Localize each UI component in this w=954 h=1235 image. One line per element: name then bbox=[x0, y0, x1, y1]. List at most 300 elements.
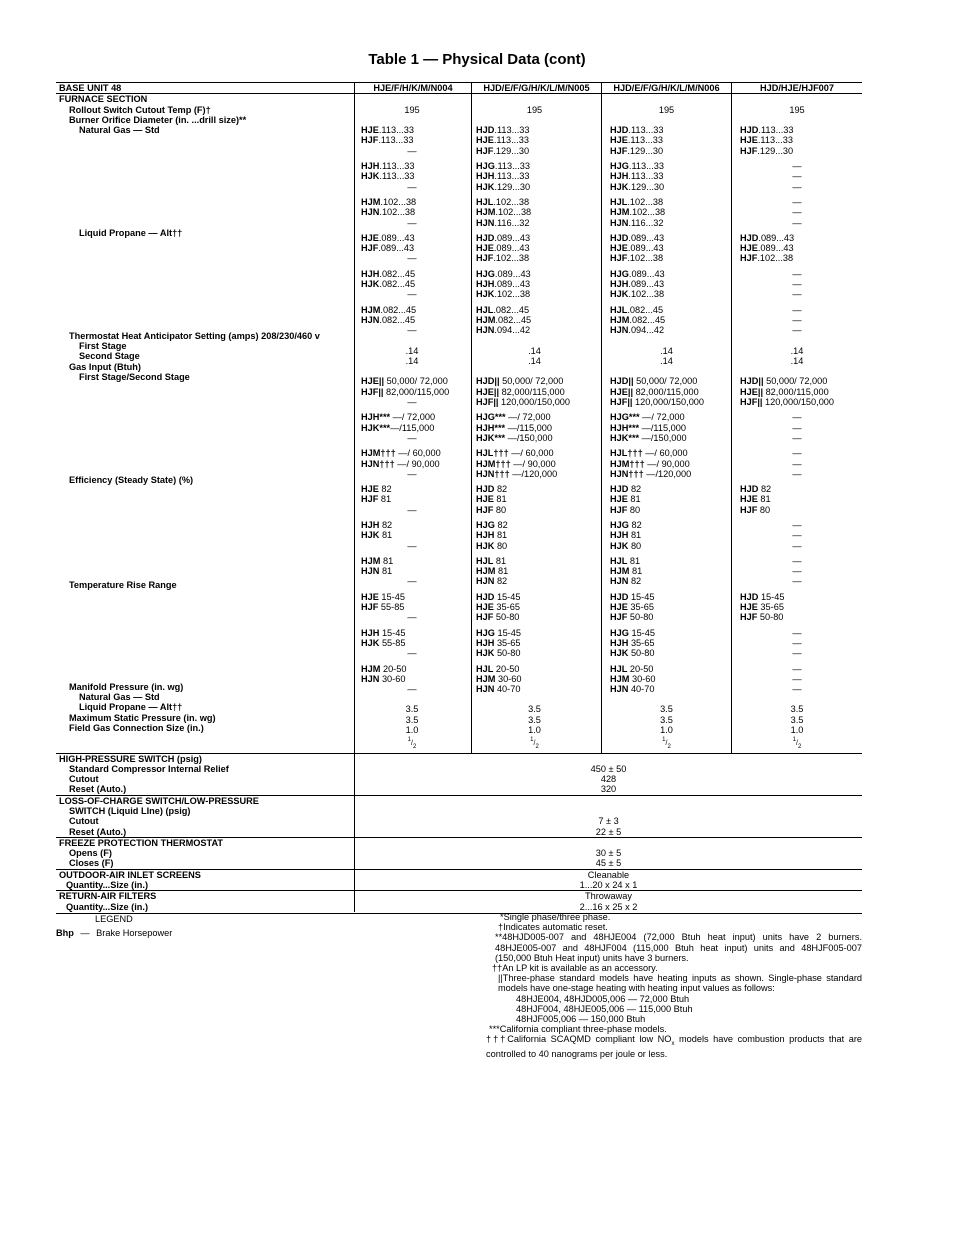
model-spec: 15-45 bbox=[628, 627, 655, 638]
model-spec: 81 bbox=[379, 566, 393, 577]
model-spec: .113...33 bbox=[494, 161, 530, 172]
filters-qty: 2...16 x 25 x 2 bbox=[579, 901, 638, 912]
model-value: — bbox=[407, 145, 417, 156]
model-value bbox=[476, 520, 601, 530]
connection-value: $^1/_2$ bbox=[662, 737, 671, 751]
model-code: HJF bbox=[610, 145, 628, 156]
model-code: HJE|| bbox=[361, 376, 385, 387]
model-value bbox=[610, 566, 731, 576]
fraction-denominator: 2 bbox=[797, 744, 802, 751]
model-code: HJE bbox=[476, 602, 494, 613]
model-spec: 82 bbox=[494, 576, 508, 587]
value-group bbox=[476, 376, 601, 407]
model-value bbox=[610, 638, 731, 648]
model-code: HJE bbox=[610, 494, 628, 505]
loc-switch-label: LOSS-OF-CHARGE SWITCH/LOW-PRESSURE bbox=[59, 795, 259, 806]
header-col-007: HJD/HJE/HJF007 bbox=[731, 83, 862, 93]
model-code: HJH bbox=[361, 268, 380, 279]
model-spec: 81 bbox=[628, 530, 642, 541]
value-group bbox=[476, 628, 601, 659]
value-group bbox=[361, 412, 471, 443]
model-spec: 82 bbox=[378, 484, 392, 495]
model-spec: 20-50 bbox=[380, 663, 407, 674]
value-group bbox=[610, 125, 731, 156]
model-code: HJG bbox=[610, 268, 629, 279]
model-code: HJD bbox=[610, 232, 629, 243]
model-value bbox=[476, 602, 601, 612]
model-code: HJN††† bbox=[476, 468, 510, 479]
value-group bbox=[476, 161, 601, 192]
model-spec: —/115,000 bbox=[390, 422, 435, 433]
value-group bbox=[610, 197, 731, 228]
value-group bbox=[740, 376, 862, 407]
model-value bbox=[476, 541, 601, 551]
model-code: HJG*** bbox=[476, 412, 506, 423]
model-value bbox=[361, 494, 471, 504]
model-code: HJM bbox=[476, 207, 496, 218]
empty-dash: — bbox=[792, 468, 802, 479]
fraction-numerator: 1 bbox=[662, 737, 666, 744]
model-value bbox=[476, 612, 601, 622]
model-code: HJM bbox=[361, 555, 381, 566]
model-code: HJF|| bbox=[361, 386, 384, 397]
value-group bbox=[610, 376, 731, 407]
model-spec: .113...33 bbox=[628, 171, 664, 182]
legend bbox=[56, 912, 172, 940]
model-spec: 81 bbox=[627, 494, 641, 505]
model-value bbox=[610, 648, 731, 658]
model-spec: .102...38 bbox=[757, 253, 794, 264]
model-value bbox=[610, 576, 731, 586]
model-value bbox=[476, 376, 601, 386]
model-value bbox=[476, 161, 601, 171]
model-code: HJK bbox=[476, 648, 495, 659]
value-group bbox=[740, 305, 862, 336]
relief-label: Standard Compressor Internal Relief bbox=[69, 763, 229, 774]
model-spec: .082...45 bbox=[495, 314, 532, 325]
model-spec: .129...30 bbox=[628, 181, 665, 192]
legend-sep: — bbox=[80, 928, 90, 938]
model-code: HJE bbox=[610, 602, 628, 613]
model-value bbox=[361, 243, 471, 253]
model-value bbox=[361, 592, 471, 602]
model-value bbox=[361, 387, 471, 397]
model-value bbox=[476, 233, 601, 243]
model-code: HJF bbox=[740, 612, 758, 623]
model-value bbox=[361, 423, 471, 433]
model-spec: .113...33 bbox=[757, 135, 793, 146]
model-code: HJL bbox=[610, 555, 628, 566]
second-stage-value: .14 bbox=[790, 355, 804, 366]
model-spec: —/ 60,000 bbox=[642, 448, 688, 459]
model-code: HJG bbox=[476, 268, 495, 279]
model-value bbox=[476, 494, 601, 504]
model-value bbox=[476, 397, 601, 407]
model-value bbox=[610, 305, 731, 315]
max-static-value: 1.0 bbox=[790, 725, 804, 736]
legend-def: Brake Horsepower bbox=[96, 928, 173, 938]
model-value bbox=[476, 253, 601, 263]
model-value bbox=[361, 556, 471, 566]
closes-value: 45 ± 5 bbox=[595, 858, 622, 869]
model-spec: 82 bbox=[494, 519, 508, 530]
model-spec: —/ 60,000 bbox=[508, 448, 554, 459]
model-code: HJE|| bbox=[740, 386, 764, 397]
model-code: HJN bbox=[476, 217, 495, 228]
model-spec: .113...33 bbox=[627, 135, 663, 146]
model-code: HJH bbox=[476, 171, 495, 182]
model-spec: .082...45 bbox=[629, 314, 666, 325]
hp-reset-label: Reset (Auto.) bbox=[69, 784, 127, 795]
empty-dash: — bbox=[792, 448, 802, 459]
model-code: HJF bbox=[361, 135, 379, 146]
empty-dash: — bbox=[792, 304, 802, 315]
filters-row bbox=[56, 890, 862, 914]
model-code: HJF bbox=[476, 145, 494, 156]
model-code: HJM††† bbox=[361, 448, 396, 459]
model-value bbox=[476, 135, 601, 145]
first-stage-value: .14 bbox=[528, 345, 541, 356]
model-value bbox=[476, 459, 601, 469]
empty-dash: — bbox=[792, 289, 802, 300]
model-value bbox=[740, 387, 862, 397]
model-spec: 30-60 bbox=[379, 673, 406, 684]
model-spec: 35-65 bbox=[628, 637, 655, 648]
model-value bbox=[476, 576, 601, 586]
header-col-004: HJE/F/H/K/M/N004 bbox=[354, 83, 471, 93]
model-spec: .113...33 bbox=[379, 171, 415, 182]
model-code: HJN bbox=[610, 217, 629, 228]
model-spec: .102...38 bbox=[494, 289, 531, 300]
model-code: HJK bbox=[610, 289, 629, 300]
model-value bbox=[361, 279, 471, 289]
value-group bbox=[361, 448, 471, 479]
model-code: HJH bbox=[610, 637, 629, 648]
rollout-value: 195 bbox=[789, 104, 805, 115]
value-group bbox=[610, 556, 731, 587]
model-value bbox=[361, 664, 471, 674]
loc-reset-label: Reset (Auto.) bbox=[69, 826, 127, 837]
value-group bbox=[361, 520, 471, 551]
model-value bbox=[610, 146, 731, 156]
model-code: HJE bbox=[361, 125, 379, 136]
model-spec: 81 bbox=[494, 530, 508, 541]
value-group bbox=[740, 484, 862, 515]
model-code: HJF bbox=[476, 504, 494, 515]
model-spec: 35-65 bbox=[627, 602, 654, 613]
model-value bbox=[476, 315, 601, 325]
model-code: HJH bbox=[361, 627, 380, 638]
model-spec: 35-65 bbox=[494, 637, 521, 648]
header-col-006: HJD/E/F/G/H/K/L/M/N006 bbox=[601, 83, 731, 93]
manifold-natural-value: 3.5 bbox=[528, 704, 541, 715]
model-value bbox=[361, 520, 471, 530]
col-004 bbox=[354, 94, 471, 752]
model-spec: 81 bbox=[495, 566, 509, 577]
model-value bbox=[476, 448, 601, 458]
header-base-unit: BASE UNIT 48 bbox=[59, 83, 122, 93]
model-code: HJK bbox=[476, 181, 495, 192]
model-spec: 81 bbox=[629, 566, 643, 577]
model-value bbox=[740, 612, 862, 622]
manifold-natural-label: Natural Gas — Std bbox=[79, 692, 160, 703]
empty-dash: — bbox=[792, 648, 802, 659]
model-code: HJM bbox=[610, 207, 630, 218]
manifold-natural-value: 3.5 bbox=[405, 704, 419, 715]
model-spec: 81 bbox=[627, 555, 641, 566]
model-spec: —/ 72,000 bbox=[505, 412, 551, 423]
manifold-propane-value: 3.5 bbox=[405, 714, 419, 725]
loc-switch-label-2: SWITCH (Liquid LIne) (psig) bbox=[69, 806, 191, 816]
model-value bbox=[610, 459, 731, 469]
model-value bbox=[740, 494, 862, 504]
connection-label: Field Gas Connection Size (in.) bbox=[69, 723, 204, 734]
connection-value: $^1/_2$ bbox=[792, 737, 802, 751]
filters-type: Throwaway bbox=[585, 891, 632, 902]
model-value bbox=[361, 135, 471, 145]
model-code: HJH bbox=[476, 279, 495, 290]
model-value bbox=[610, 541, 731, 551]
model-code: HJN bbox=[361, 673, 380, 684]
thermostat-label: Thermostat Heat Anticipator Setting (amps) 208/230/460 v bbox=[69, 330, 320, 341]
empty-dash: — bbox=[792, 279, 802, 290]
value-group bbox=[740, 161, 862, 192]
value-group bbox=[361, 664, 471, 695]
second-stage-label: Second Stage bbox=[79, 351, 140, 362]
model-spec: 40-70 bbox=[494, 684, 521, 695]
model-code: HJE bbox=[610, 135, 628, 146]
value-group bbox=[476, 269, 601, 300]
empty-dash: — bbox=[792, 422, 802, 433]
first-second-stage-label: First Stage/Second Stage bbox=[79, 371, 190, 382]
model-value bbox=[361, 161, 471, 171]
max-static-value: 1.0 bbox=[660, 725, 673, 736]
model-code: HJM bbox=[361, 663, 381, 674]
model-code: HJN††† bbox=[361, 458, 395, 469]
model-spec: .089...43 bbox=[628, 268, 665, 279]
model-code: HJH bbox=[610, 279, 629, 290]
empty-dash: — bbox=[792, 576, 802, 587]
model-code: HJN bbox=[476, 684, 495, 695]
footnote: 48HJF004, 48HJE005,006 — 115,000 Btuh bbox=[516, 1003, 693, 1014]
model-spec: 15-45 bbox=[378, 591, 405, 602]
empty-dash: — bbox=[792, 217, 802, 228]
model-code: HJD|| bbox=[740, 376, 764, 387]
first-stage-label: First Stage bbox=[79, 341, 127, 352]
model-code: HJL bbox=[476, 304, 494, 315]
model-spec: .129...30 bbox=[627, 145, 664, 156]
model-code: HJD bbox=[740, 591, 759, 602]
model-spec: 82 bbox=[628, 484, 642, 495]
model-spec: 20-50 bbox=[493, 663, 520, 674]
model-spec: .082...45 bbox=[379, 314, 416, 325]
model-spec: 20-50 bbox=[627, 663, 654, 674]
empty-dash: — bbox=[792, 412, 802, 423]
model-spec: 82 bbox=[379, 519, 393, 530]
second-stage-value: .14 bbox=[528, 355, 541, 366]
model-value bbox=[740, 592, 862, 602]
model-spec: .102...38 bbox=[495, 207, 532, 218]
model-code: HJM bbox=[476, 314, 496, 325]
model-code: HJG bbox=[476, 627, 495, 638]
model-value bbox=[740, 243, 862, 253]
model-code: HJM bbox=[610, 314, 630, 325]
screens-qty: 1...20 x 24 x 1 bbox=[579, 880, 638, 891]
model-value bbox=[476, 592, 601, 602]
model-code: HJE bbox=[740, 494, 758, 505]
loc-cutout-value: 7 ± 3 bbox=[598, 816, 619, 827]
model-spec: .089...43 bbox=[757, 243, 794, 254]
manifold-label: Manifold Pressure (in. wg) bbox=[69, 681, 184, 692]
model-spec: 82 bbox=[628, 576, 642, 587]
model-code: HJG bbox=[610, 161, 629, 172]
model-code: HJF bbox=[610, 504, 628, 515]
model-value bbox=[610, 433, 731, 443]
legend-entry bbox=[56, 926, 172, 940]
model-value bbox=[476, 556, 601, 566]
model-value bbox=[610, 530, 731, 540]
rollout-label: Rollout Switch Cutout Temp (F)† bbox=[69, 104, 211, 115]
model-code: HJG bbox=[476, 161, 495, 172]
model-value: — bbox=[407, 397, 417, 408]
freeze-label: FREEZE PROTECTION THERMOSTAT bbox=[59, 837, 224, 848]
model-value bbox=[610, 207, 731, 217]
model-code: HJM bbox=[361, 196, 381, 207]
empty-dash: — bbox=[792, 555, 802, 566]
footnote: 48HJE004, 48HJD005,006 — 72,000 Btuh bbox=[516, 993, 690, 1004]
model-value bbox=[740, 135, 862, 145]
model-code: HJN bbox=[361, 566, 380, 577]
value-group bbox=[610, 484, 731, 515]
model-code: HJD bbox=[740, 232, 759, 243]
value-group bbox=[476, 197, 601, 228]
model-value bbox=[361, 638, 471, 648]
model-value bbox=[610, 289, 731, 299]
empty-dash: — bbox=[792, 458, 802, 469]
value-group bbox=[740, 412, 862, 443]
value-group bbox=[476, 305, 601, 336]
value-group bbox=[610, 520, 731, 551]
model-spec: —/ 60,000 bbox=[395, 448, 441, 459]
physical-data-table bbox=[56, 82, 862, 914]
model-spec: 50,000/ 72,000 bbox=[384, 376, 448, 387]
footnote-subscript: x bbox=[671, 1041, 675, 1048]
model-value bbox=[610, 612, 731, 622]
model-value bbox=[610, 125, 731, 135]
empty-dash: — bbox=[792, 627, 802, 638]
model-value: — bbox=[407, 612, 417, 623]
model-code: HJD|| bbox=[610, 376, 634, 387]
model-spec: —/120,000 bbox=[509, 468, 558, 479]
model-spec: .082...45 bbox=[379, 279, 416, 290]
second-stage-value: .14 bbox=[405, 355, 419, 366]
value-group bbox=[610, 628, 731, 659]
model-code: HJH bbox=[610, 530, 629, 541]
model-code: HJK bbox=[361, 171, 380, 182]
model-spec: 81 bbox=[493, 494, 507, 505]
model-spec: .116...32 bbox=[628, 217, 664, 228]
orifice-label: Burner Orifice Diameter (in. ...drill size)** bbox=[69, 114, 247, 125]
model-code: HJL††† bbox=[476, 448, 509, 459]
manifold-propane-value: 3.5 bbox=[790, 714, 804, 725]
model-spec: 15-45 bbox=[758, 591, 785, 602]
model-value bbox=[610, 423, 731, 433]
manifold-natural-value: 3.5 bbox=[790, 704, 804, 715]
model-spec: .129...30 bbox=[494, 181, 531, 192]
furnace-section-row bbox=[56, 94, 862, 752]
model-spec: 50-80 bbox=[627, 612, 654, 623]
model-spec: .113...33 bbox=[378, 125, 414, 136]
value-group bbox=[361, 269, 471, 300]
filters-label: RETURN-AIR FILTERS bbox=[59, 891, 157, 902]
value-group bbox=[610, 412, 731, 443]
model-value bbox=[361, 305, 471, 315]
model-spec: —/ 90,000 bbox=[510, 458, 556, 469]
manifold-propane-value: 3.5 bbox=[528, 714, 541, 725]
max-static-value: 1.0 bbox=[528, 725, 541, 736]
model-spec: 81 bbox=[379, 530, 393, 541]
model-value: — bbox=[407, 289, 417, 300]
model-code: HJN bbox=[476, 576, 495, 587]
model-spec: 120,000/150,000 bbox=[762, 397, 835, 408]
model-value bbox=[610, 412, 731, 422]
model-code: HJM bbox=[610, 566, 630, 577]
model-value bbox=[361, 459, 471, 469]
model-code: HJD bbox=[740, 125, 759, 136]
model-spec: .082...45 bbox=[379, 268, 416, 279]
screens-qty-label: Quantity...Size (in.) bbox=[66, 880, 149, 891]
model-value bbox=[740, 484, 862, 494]
footnotes bbox=[486, 912, 862, 1060]
model-value: — bbox=[407, 684, 417, 695]
model-value bbox=[361, 315, 471, 325]
empty-dash: — bbox=[792, 314, 802, 325]
footnote: 48HJF005,006 — 150,000 Btuh bbox=[516, 1014, 646, 1025]
manifold-natural-value: 3.5 bbox=[660, 704, 673, 715]
model-code: HJH bbox=[361, 161, 380, 172]
value-group bbox=[740, 269, 862, 300]
footnote: ||Three-phase standard models have heating inputs as shown. Single-phase standard models have one-stage heating with heating input values as follows: bbox=[498, 973, 862, 994]
fraction-numerator: 1 bbox=[792, 737, 797, 744]
model-spec: 82 bbox=[494, 484, 508, 495]
model-spec: .113...33 bbox=[628, 161, 664, 172]
model-spec: 82 bbox=[758, 484, 772, 495]
model-value bbox=[610, 684, 731, 694]
footnote: †Indicates automatic reset. bbox=[498, 922, 608, 933]
hp-switch-row bbox=[56, 753, 862, 795]
value-group bbox=[610, 664, 731, 695]
model-value bbox=[361, 207, 471, 217]
model-code: HJE bbox=[476, 135, 494, 146]
value-group bbox=[476, 448, 601, 479]
footnote: *Single phase/three phase. bbox=[500, 912, 611, 922]
model-spec: .113...33 bbox=[758, 125, 794, 136]
screens-type: Cleanable bbox=[587, 869, 630, 880]
value-group bbox=[476, 412, 601, 443]
model-spec: 50-80 bbox=[757, 612, 784, 623]
model-spec: .113...33 bbox=[378, 135, 414, 146]
model-value bbox=[361, 171, 471, 181]
model-code: HJE bbox=[361, 591, 379, 602]
model-spec: 82,000/115,000 bbox=[633, 386, 699, 397]
model-value bbox=[610, 592, 731, 602]
model-value bbox=[740, 397, 862, 407]
model-spec: .089...43 bbox=[378, 243, 415, 254]
model-spec: .089...43 bbox=[628, 232, 665, 243]
model-spec: .102...38 bbox=[628, 289, 665, 300]
model-code: HJF bbox=[610, 253, 628, 264]
empty-dash: — bbox=[792, 181, 802, 192]
